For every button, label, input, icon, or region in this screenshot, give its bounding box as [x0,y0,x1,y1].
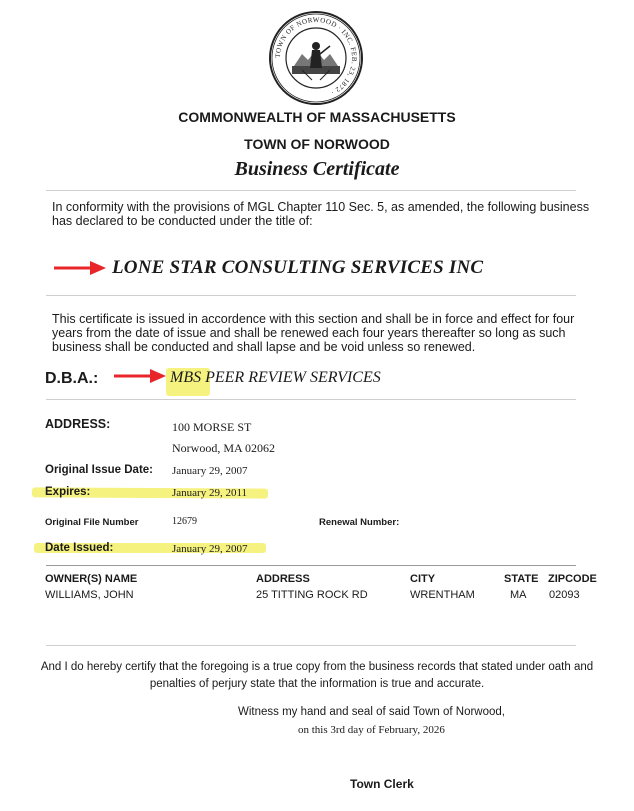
header-town: TOWN OF NORWOOD [244,136,390,152]
owner-city-header: CITY [410,573,436,585]
expires-label: Expires: [45,486,91,498]
divider [46,399,576,400]
divider [46,295,576,296]
witness-line1: Witness my hand and seal of said Town of Norwood, [238,706,505,718]
divider [46,565,576,566]
address-label: ADDRESS: [45,417,111,431]
owner-name-header: OWNER(S) NAME [45,573,138,585]
validity-paragraph: This certificate is issued in accordence with this section and shall be in force and effect for four years from the date of issue and shall be renewed each four years thereafter so long as such business shall be conducted and shall lapse and be void unless so renewed. [52,312,575,354]
owner-zip: 02093 [549,589,580,601]
original-issue-value: January 29, 2007 [172,465,248,477]
owner-city: WRENTHAM [410,589,475,601]
arrow-icon [112,368,168,389]
seal-ring-text: TOWN OF NORWOOD · INC. FEB. 23, 1872 · [273,15,359,97]
original-issue-label: Original Issue Date: [45,464,154,476]
owner-address-header: ADDRESS [256,573,310,585]
arrow-icon [52,260,108,281]
witness-line2: on this 3rd day of February, 2026 [298,724,445,736]
address-line1: 100 MORSE ST [172,420,252,434]
town-seal [268,10,364,106]
owner-zip-header: ZIPCODE [548,573,597,585]
header-commonwealth: COMMONWEALTH OF MASSACHUSETTS [178,109,456,125]
owner-state: MA [510,589,527,601]
dba-value: MBS PEER REVIEW SERVICES [170,369,381,386]
owner-state-header: STATE [504,573,539,585]
certification-paragraph: And I do hereby certify that the foregoing is a true copy from the business records that stated under oath and penalties of perjury state that the information is true and accurate. [40,661,594,690]
expires-value: January 29, 2011 [172,487,248,499]
file-number-label: Original File Number [45,517,139,528]
signature-title: Town Clerk [350,777,414,791]
renewal-number-label: Renewal Number: [319,517,400,528]
intro-paragraph: In conformity with the provisions of MGL Chapter 110 Sec. 5, as amended, the following business has declared to be conducted under the title of: [52,200,590,228]
dba-label: D.B.A.: [45,370,99,387]
owner-name: WILLIAMS, JOHN [45,589,134,601]
certificate-title: Business Certificate [234,158,400,180]
company-name: LONE STAR CONSULTING SERVICES INC [112,257,484,278]
owner-address: 25 TITTING ROCK RD [256,589,368,601]
address-line2: Norwood, MA 02062 [172,441,276,455]
divider [46,190,576,191]
divider [46,645,576,646]
file-number-value: 12679 [172,516,197,527]
date-issued-label: Date Issued: [45,542,114,554]
date-issued-value: January 29, 2007 [172,543,248,555]
